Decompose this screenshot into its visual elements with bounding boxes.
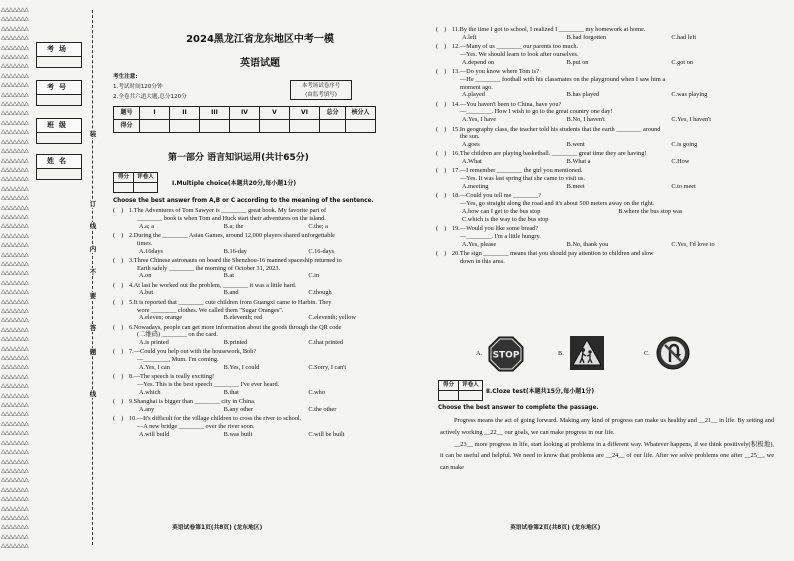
- question-continuation: —He ________ football with his classmates on the playground when I saw him a: [460, 75, 666, 83]
- answer-option[interactable]: B.has played: [566, 91, 600, 99]
- cut-char: 答: [89, 324, 97, 332]
- question-list-right: [436, 26, 776, 267]
- cut-char: 线: [89, 222, 97, 230]
- question-text: 19.—Would you like some bread?: [452, 225, 539, 232]
- score-cell[interactable]: [320, 120, 346, 133]
- question-item: [436, 167, 776, 191]
- answer-option[interactable]: C.had left: [671, 33, 697, 41]
- answer-option[interactable]: B.16-day: [223, 247, 247, 255]
- question-item: [113, 398, 393, 414]
- section-instruction-cloze: Choose the best answer to complete the passage.: [438, 405, 599, 411]
- answer-bracket[interactable]: ( ): [113, 415, 124, 423]
- sign-label: A.: [476, 350, 483, 357]
- grader-cell[interactable]: [439, 391, 459, 401]
- grader-header: 得分: [114, 173, 134, 183]
- answer-bracket[interactable]: ( ): [436, 100, 447, 108]
- question-text: 14.—You haven't been to China, have you?: [452, 100, 562, 108]
- answer-bracket[interactable]: ( ): [113, 398, 124, 406]
- score-header: 总分: [320, 107, 346, 120]
- answer-option[interactable]: C.eleventh; yellow: [308, 314, 356, 322]
- answer-option[interactable]: C.the; a: [308, 222, 328, 230]
- question-text: 8.—The speech is really exciting!: [129, 373, 215, 381]
- page-footer: 英语试卷第1页(共8页) (龙东地区): [172, 525, 263, 531]
- seat-box-line: 本考场试卷序号: [301, 83, 341, 89]
- answer-option[interactable]: A.which: [139, 388, 161, 396]
- no-u-turn-sign-icon[interactable]: [656, 336, 690, 370]
- question-text: 13.—Do you know where Tom is?: [452, 67, 539, 75]
- answer-option[interactable]: A.16days: [139, 247, 163, 255]
- score-cell[interactable]: [140, 120, 170, 133]
- score-header: 题号: [114, 107, 140, 120]
- answer-option[interactable]: A.eleven; orange: [139, 314, 183, 322]
- question-text: 9.Shanghai is bigger than ________ city in China.: [129, 398, 256, 406]
- answer-bracket[interactable]: ( ): [436, 67, 447, 75]
- score-row-label: 得分: [114, 120, 140, 133]
- answer-option[interactable]: A.Yes, I can: [139, 364, 170, 372]
- answer-option[interactable]: A.left: [462, 33, 477, 41]
- answer-option[interactable]: B.a; the: [223, 222, 244, 230]
- passage-paragraph: Progress means the act of going forward. Making any kind of progress can make us healthy and __21__ in life. By setting and actively working __22__ our goals, we can make progress in our life.: [440, 417, 774, 436]
- grader-cell[interactable]: [459, 391, 483, 401]
- question-continuation: —Yes. It was last spring that she came to visit us.: [460, 175, 585, 183]
- score-header: III: [200, 107, 230, 120]
- question-text: 5.It is reported that ________ cute children from Guangxi came to Harbin. They: [129, 298, 332, 306]
- answer-bracket[interactable]: ( ): [436, 249, 447, 257]
- score-header: IV: [230, 107, 260, 120]
- answer-option[interactable]: A.how can I get to the bus stop: [462, 207, 541, 215]
- answer-option[interactable]: A.depend on: [462, 58, 495, 66]
- question-item: [113, 373, 393, 397]
- section-title: Ⅰ.Multiple choice(本题共20分,每小题1分): [172, 180, 297, 187]
- info-label: 班级: [37, 119, 81, 133]
- info-label: 姓名: [37, 155, 81, 169]
- answer-bracket[interactable]: ( ): [436, 225, 447, 232]
- answer-option[interactable]: C.16-days: [308, 247, 335, 255]
- info-box-exam-number: [36, 80, 82, 106]
- grader-cell[interactable]: [114, 183, 134, 193]
- info-label: 考场: [37, 43, 81, 57]
- page-footer-right: 英语试卷第2页(共8页) (龙东地区): [510, 525, 601, 531]
- seat-box-line: (由监考填写): [305, 91, 337, 98]
- score-cell[interactable]: [170, 120, 200, 133]
- question-item: [113, 207, 393, 231]
- answer-option[interactable]: C.Yes, I'd love to: [671, 240, 715, 248]
- answer-option[interactable]: A.Yes, I have: [462, 116, 496, 124]
- info-box-exam-room: [36, 42, 82, 68]
- answer-bracket[interactable]: ( ): [436, 192, 447, 200]
- answer-bracket[interactable]: ( ): [113, 281, 124, 289]
- grader-cell[interactable]: [134, 183, 158, 193]
- question-continuation: —Yes. We should learn to look after ourselves.: [460, 50, 579, 58]
- grader-header: 评卷人: [134, 173, 158, 183]
- question-text: 17.—I remember ________ the girl you mentioned.: [452, 167, 583, 175]
- answer-bracket[interactable]: ( ): [113, 323, 124, 331]
- question-continuation: —________, Mum. I'm coming.: [137, 356, 219, 364]
- question-continuation: Earth safely ________ the morning of October 31, 2023.: [137, 264, 281, 272]
- right-page: [408, 0, 794, 561]
- notes-item: 1.考试时间120分钟: [113, 84, 163, 90]
- answer-option[interactable]: A.but: [139, 289, 154, 297]
- question-continuation: wore ________ clothes. We called them "Sugar Oranges".: [137, 306, 284, 314]
- answer-option[interactable]: C.Sorry, I can't: [308, 364, 347, 372]
- answer-option[interactable]: A.is printed: [139, 339, 169, 347]
- cloze-passage: [440, 415, 774, 474]
- question-item: [436, 68, 776, 99]
- answer-option[interactable]: B.No, thank you: [566, 240, 609, 248]
- question-item: [436, 150, 776, 166]
- exam-subtitle: 英语试题: [240, 58, 280, 69]
- score-cell[interactable]: [200, 120, 230, 133]
- score-cell[interactable]: [290, 120, 320, 133]
- question-text: 6.Nowadays, people can get more information about the goods through the QR code: [129, 323, 342, 331]
- question-continuation: —A new bridge ________ over the river soon.: [137, 423, 255, 431]
- answer-option[interactable]: B.printed: [223, 339, 248, 347]
- answer-option[interactable]: B.at: [223, 272, 234, 280]
- question-item: [436, 192, 776, 223]
- answer-option[interactable]: A.a; a: [139, 222, 155, 230]
- answer-option[interactable]: B.and: [223, 289, 239, 297]
- question-continuation: the sun.: [460, 133, 480, 141]
- answer-bracket[interactable]: ( ): [113, 207, 124, 214]
- answer-option[interactable]: C.in: [308, 272, 320, 280]
- question-item: [436, 126, 776, 150]
- answer-option[interactable]: B.meet: [566, 183, 585, 191]
- answer-option[interactable]: B.eleventh; red: [223, 314, 263, 322]
- section-instruction: Choose the best answer from A,B or C according to the meaning of the sentence.: [113, 198, 374, 204]
- section-title-cloze: Ⅱ.Cloze test(本题共15分,每小题1分): [486, 388, 595, 395]
- question-item: [436, 26, 776, 42]
- answer-bracket[interactable]: ( ): [113, 348, 124, 356]
- seat-number-box: [290, 80, 352, 100]
- info-blank[interactable]: [37, 95, 81, 105]
- part-title: 第一部分 语言知识运用(共计65分): [168, 153, 309, 163]
- score-cell[interactable]: [230, 120, 260, 133]
- info-blank[interactable]: [37, 57, 81, 67]
- question-item: [113, 299, 393, 323]
- question-continuation: —Yes. This is the best speech ________ I've ever heard.: [137, 381, 280, 389]
- question-item: [113, 415, 393, 439]
- question-item: [436, 101, 776, 125]
- exam-title: 2024黑龙江省龙东地区中考一模: [186, 34, 334, 45]
- answer-option[interactable]: C.Yes, I haven't: [671, 116, 712, 124]
- answer-option[interactable]: A.played: [462, 91, 485, 99]
- answer-option[interactable]: C.is going: [671, 141, 698, 149]
- answer-bracket[interactable]: ( ): [436, 43, 447, 51]
- cut-char: 要: [89, 292, 97, 300]
- answer-option[interactable]: C.who: [308, 388, 325, 396]
- answer-bracket[interactable]: ( ): [436, 26, 447, 33]
- question-text: 3.Three Chinese astronauts on board the Shenzhou-16 manned spaceship returned to: [129, 256, 342, 264]
- score-header: V: [260, 107, 290, 120]
- stop-sign-text: STOP: [492, 350, 520, 361]
- triangle-border: △△△△△△△ △△△△△△△ △△△△△△△ △△△△△△△ △△△△△△△ △△△△△△△ △△△△△△△ △△△△△△△ △△△△△△△ △△△△△△△ △△△△△△△ △△△△△△△ △△△△△△△ △△△△△△△ △△△△△△△ △△△△△△△ △△△△△△△ △△△△△△△ △△△△△△△ △△△△△△△ △△△△△△△ △△△△△△△ △△△△△△△ △△△△△△△ △△△△△△△ △△△△△△△ △△△△△△△ △△△△△△△ △△△△△△△ △△△△△△△ △△△△△△△ △△△△△△△ △△△△△△△ △△△△△△△ △△△△△△△ △△△△△△△ △△△△△△△ △△△△△△△ △△△△△△△ △△△△△△△ △△△△△△△ △△△△△△△ △△△△△△△ △△△△△△△ △△△△△△△ △△△△△△△ △△△△△△△ △△△△△△△ △△△△△△△ △△△△△△△ △△△△△△△ △△△△△△△ △△△△△△△ △△△△△△△ △△△△△△△ △△△△△△△ △△△△△△△ △△△△△△△: [1, 7, 29, 550]
- answer-option[interactable]: B.had forgotten: [566, 33, 607, 41]
- answer-option[interactable]: C.that printed: [308, 339, 343, 347]
- question-text: 15.In geography class, the teacher told his students that the earth ________ around: [452, 125, 661, 133]
- question-text: 2.During the ________ Asian Games, around 12,000 players shared unforgettable: [129, 231, 335, 239]
- grader-header: 评卷人: [459, 381, 483, 391]
- cut-char: 不: [89, 268, 97, 276]
- info-box-class: [36, 118, 82, 144]
- question-continuation: —________. I'm a little hungry.: [460, 232, 541, 240]
- question-item: [113, 282, 393, 298]
- question-continuation: down in this area.: [460, 257, 505, 265]
- stop-sign-icon[interactable]: [488, 336, 524, 372]
- score-header: 核分人: [346, 107, 376, 120]
- answer-option[interactable]: B.What a: [566, 158, 591, 166]
- answer-option[interactable]: A.What: [462, 158, 482, 166]
- answer-option[interactable]: C.though: [308, 289, 332, 297]
- answer-option[interactable]: C.which is the way to the bus stop: [462, 215, 549, 223]
- notes-heading: 考生注意:: [113, 74, 138, 80]
- info-blank[interactable]: [37, 133, 81, 143]
- question-text: 4.At last he worked out the problem, ________ it was a little hard.: [129, 281, 297, 289]
- question-item: [113, 324, 393, 348]
- info-blank[interactable]: [37, 169, 81, 179]
- question-item: [436, 250, 776, 266]
- answer-option[interactable]: B.Yes, I could: [223, 364, 260, 372]
- answer-option[interactable]: B.where the bus stop was: [618, 207, 683, 215]
- score-table: [113, 106, 376, 133]
- cut-line: [92, 10, 93, 545]
- cut-char: 订: [89, 200, 97, 208]
- question-item: [436, 43, 776, 67]
- question-continuation: —Yes, go straight along the road and it's about 500 meters away on the right.: [460, 200, 655, 208]
- answer-option[interactable]: B.No, I haven't: [566, 116, 605, 124]
- answer-option[interactable]: C.the other: [308, 406, 337, 413]
- question-item: [436, 225, 776, 249]
- answer-option[interactable]: A.Yes, please: [462, 240, 497, 248]
- question-text: 12.—Many of us ________ our parents too much.: [452, 43, 579, 51]
- question-text: 1.The Adventures of Tom Sawyer is ________ great book. My favorite part of: [129, 207, 327, 214]
- score-cell[interactable]: [260, 120, 290, 133]
- answer-option[interactable]: C.to meet: [671, 183, 696, 191]
- answer-bracket[interactable]: ( ): [436, 167, 447, 175]
- info-box-name: [36, 154, 82, 180]
- question-continuation: times.: [137, 239, 153, 247]
- score-cell[interactable]: [346, 120, 376, 133]
- answer-bracket[interactable]: ( ): [113, 373, 124, 381]
- answer-option[interactable]: A.meeting: [462, 183, 489, 191]
- answer-bracket[interactable]: ( ): [113, 231, 124, 239]
- question-continuation: ________ book is when Tom and Huck start their adventures on the island.: [137, 214, 326, 222]
- answer-option[interactable]: C.will be built: [308, 430, 345, 438]
- score-header: I: [140, 107, 170, 120]
- grader-table-2: [438, 380, 483, 401]
- score-header: VI: [290, 107, 320, 120]
- answer-option[interactable]: A.will build: [139, 430, 170, 438]
- answer-option[interactable]: C.got on: [671, 58, 694, 66]
- question-text: 10.—It's difficult for the village children to cross the river to school.: [129, 415, 302, 423]
- score-header: II: [170, 107, 200, 120]
- answer-bracket[interactable]: ( ): [113, 256, 124, 264]
- passage-paragraph: __23__ more progress in life, start looking at problems in a different way. Whatever happens, if we think positively(积极地), it can be useful and helpful. We need to know that problems are __24__ of our life. After we solve problems one after __25__, we can make: [440, 440, 774, 472]
- question-item: [113, 232, 393, 256]
- question-continuation: (二维码) ________ on the card.: [137, 331, 218, 339]
- cut-char: 装: [89, 130, 97, 138]
- children-crossing-sign-icon[interactable]: [570, 336, 604, 370]
- grader-table: [113, 172, 158, 193]
- question-text: 16.The children are playing basketball. ________ great time they are having!: [452, 150, 647, 158]
- answer-option[interactable]: A.goes: [462, 141, 480, 149]
- sign-label: C.: [644, 350, 650, 357]
- cut-char: 题: [89, 348, 97, 356]
- sign-options: [476, 336, 696, 374]
- exam-notes: [113, 72, 187, 102]
- question-text: 18.—Could you tell me ________?: [452, 192, 542, 200]
- answer-option[interactable]: A.on: [139, 272, 152, 280]
- question-list-left: [113, 207, 393, 440]
- answer-option[interactable]: B.any other: [223, 406, 254, 413]
- answer-option[interactable]: A.any: [139, 406, 155, 413]
- cut-char: 线: [89, 390, 97, 398]
- question-text: 7.—Could you help out with the housework, Bob?: [129, 348, 257, 356]
- answer-option[interactable]: B.went: [566, 141, 585, 149]
- question-text: 20.The sign ________ means that you should pay attention to children and slow: [452, 249, 654, 257]
- cut-char: 内: [89, 245, 97, 253]
- answer-option[interactable]: C.How: [671, 158, 690, 166]
- sign-label: B.: [558, 350, 564, 357]
- question-item: [113, 257, 393, 281]
- question-continuation: —________. How I wish to go to the great country one day!: [460, 108, 613, 116]
- question-text: 11.By the time I got to school, I realized I ________ my homework at home.: [452, 26, 646, 33]
- question-item: [113, 348, 393, 372]
- notes-item: 2.全卷共六道大题,总分120分: [113, 94, 187, 100]
- answer-bracket[interactable]: ( ): [436, 150, 447, 158]
- grader-header: 得分: [439, 381, 459, 391]
- answer-option[interactable]: B.that: [223, 388, 239, 396]
- info-label: 考号: [37, 81, 81, 95]
- answer-option[interactable]: B.was built: [223, 430, 253, 438]
- answer-bracket[interactable]: ( ): [113, 298, 124, 306]
- answer-option[interactable]: B.put on: [566, 58, 589, 66]
- answer-option[interactable]: C.was playing: [671, 91, 708, 99]
- question-continuation: moment ago.: [460, 83, 493, 91]
- answer-bracket[interactable]: ( ): [436, 125, 447, 133]
